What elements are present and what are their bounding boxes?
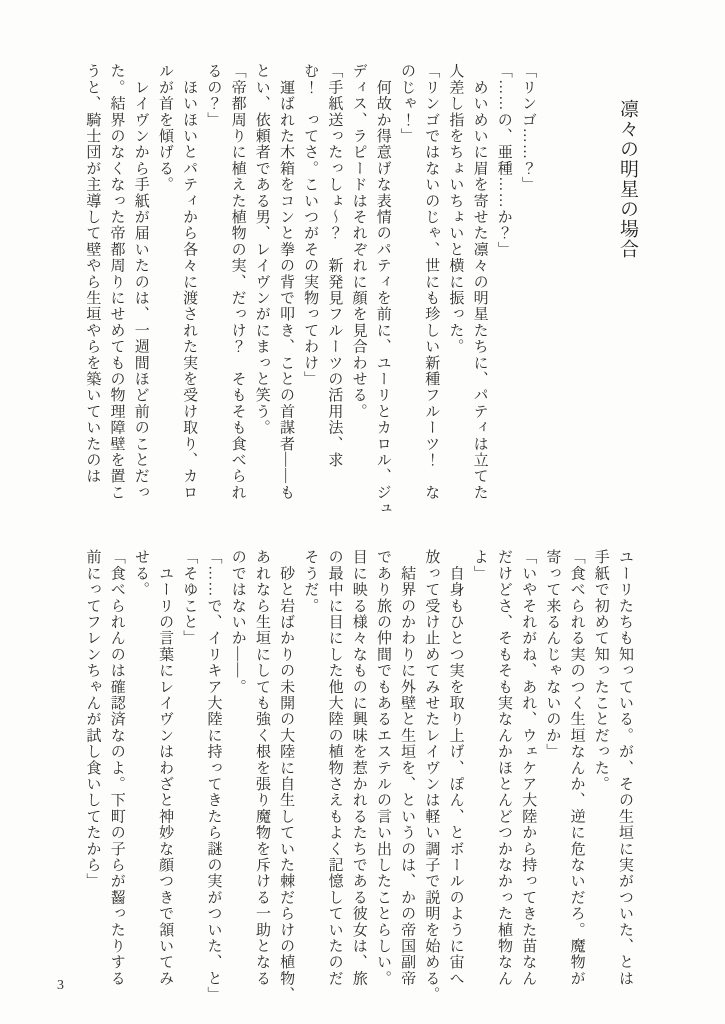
text-block-bottom [80, 549, 637, 1003]
text-line: よ」 [471, 549, 488, 582]
page-title: 凛々の明星の場合 [617, 99, 638, 259]
text-line: 人差し指をちょいちょいと横に振った。 [447, 63, 464, 355]
text-line: の最中に目にした他大陸の植物さえもよく記憶していたのだ [326, 549, 343, 987]
text-line: 「いやそれがね、あれ、ウェケア大陸から持ってきた苗なん [520, 549, 537, 987]
text-line: のじゃ！」 [398, 63, 415, 144]
text-line: ルが首を傾げる。 [156, 63, 173, 193]
text-line: 目に映る様々なものに興味を惹かれるたちである彼女は、旅 [350, 549, 367, 987]
text-line: 運ばれた木箱をコンと拳の背で叩き、ことの首謀者——も [277, 63, 294, 501]
text-line: 前にってフレンちゃんが試し食いしてたから」 [84, 549, 101, 890]
text-line: めいめいに眉を寄せた凛々の明星たちに、パティは立てた [471, 63, 488, 501]
text-line: 「そゆこと」 [181, 549, 198, 647]
text-line: 「帝都周りに植えた植物の実、だっけ？ そもそも食べられ [229, 63, 246, 501]
text-line: のではないか——。 [229, 549, 246, 695]
text-line: 結界のかわりに外壁と生垣を、というのは、かの帝国副帝 [399, 549, 416, 987]
text-line: 「食べられる実のつく生垣なんか、逆に危ないだろ。魔物が [568, 549, 585, 987]
text-line: ユーリたちも知っている。が、その生垣に実がついた、とは [617, 549, 633, 987]
text-line: 「……で、イリキア大陸に持ってきたら謎の実がついた、と」 [205, 549, 222, 1003]
text-line: ほいほいとパティから各々に渡された実を受け取り、カロ [181, 63, 198, 501]
text-line: ディス、ラピードはそれぞれに顔を見合わせる。 [350, 63, 367, 420]
text-line: 何故か得意げな表情のパティを前に、ユーリとカロル、ジュ [374, 63, 391, 517]
text-line: 自身もひとつ実を取り上げ、ぽん、とボールのように宙へ [447, 549, 464, 987]
text-line: 「手紙送ったっしょ～？ 新発見フルーツの活用法、求 [326, 63, 343, 468]
text-line: 「食べられんのは確認済なのよ。下町の子らが齧ったりする [108, 549, 125, 987]
text-line: 寄って来るんじゃないのか」 [544, 549, 561, 760]
text-line: うと、騎士団が主導して壁やら生垣やらを築いていたのは [84, 63, 101, 485]
text-line: 放って受け止めてみせたレイヴンは軽い調子で説明を始める。 [423, 549, 440, 1003]
text-line: だけどさ、そもそも実なんかほとんどつかなかった植物なん [495, 549, 512, 987]
text-line: そうだ。 [302, 549, 319, 614]
text-line: ユーリの言葉にレイヴンはわざと神妙な顔つきで頷いてみ [157, 549, 174, 987]
text-line: 「リンゴではないのじゃ、世にも珍しい新種フルーツ！ な [423, 63, 440, 501]
text-line: 「リンゴ……？」 [520, 63, 536, 193]
text-line: であり旅の仲間でもあるエステルの言い出したことらしい。 [374, 549, 391, 987]
text-line: レイヴンから手紙が届いたのは、一週間ほど前のことだっ [132, 63, 149, 501]
text-line: む！ ってさ。こいつがその実物ってわけ」 [302, 63, 319, 387]
text-line: とい、依頼者である男、レイヴンがにまっと笑う。 [253, 63, 270, 436]
text-line: 砂と岩ばかりの未開の大陸に自生していた棘だらけの植物、 [278, 549, 295, 1003]
text-line: 「……の、亜種……か？」 [495, 63, 512, 258]
text-line: るの？」 [205, 63, 222, 128]
text-line: 手紙で初めて知ったことだった。 [592, 549, 609, 792]
text-line: あれなら生垣にしても強く根を張り魔物を斥ける一助となる [253, 549, 270, 987]
text-line: た。結界のなくなった帝都周りにせめてもの物理障壁を置こ [108, 63, 125, 501]
text-line: せる。 [132, 549, 149, 598]
page-number: 3 [57, 978, 64, 993]
text-block-top [80, 63, 540, 517]
